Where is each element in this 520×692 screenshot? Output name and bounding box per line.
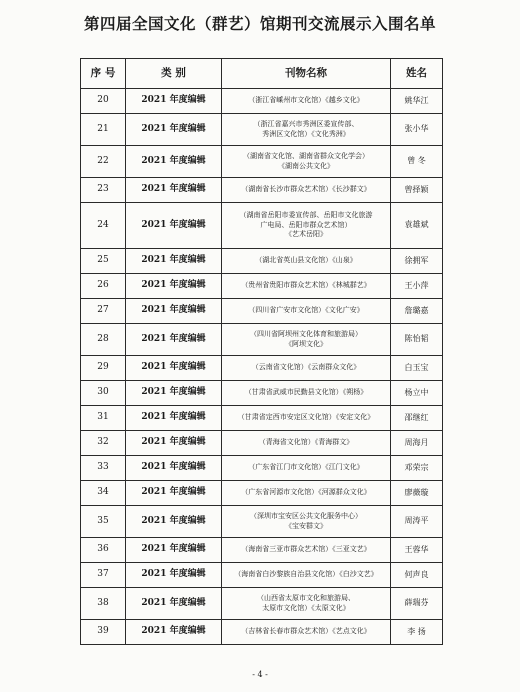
table-row: [81, 89, 443, 114]
publication-line: 太原市文化馆）《太原文化》: [262, 603, 350, 612]
row-number: 25: [81, 249, 126, 274]
row-category: 2021 年度编辑: [126, 178, 222, 203]
publication-line: （浙江省嵊州市文化馆）《越乡文化》: [248, 96, 364, 105]
table-row: [81, 406, 443, 431]
header-publication: 刊物名称: [222, 59, 391, 89]
row-publication: [222, 178, 391, 203]
table-header-row: [81, 59, 443, 89]
row-category: 2021 年度编辑: [126, 356, 222, 381]
row-number: 27: [81, 299, 126, 324]
row-number: 36: [81, 538, 126, 563]
shortlist-table: [80, 58, 443, 645]
row-category: 2021 年度编辑: [126, 406, 222, 431]
table-row: [81, 299, 443, 324]
row-publication: [222, 249, 391, 274]
row-editor-name: 曾 冬: [391, 146, 443, 178]
row-publication: [222, 506, 391, 538]
row-publication: [222, 563, 391, 588]
publication-line: （四川省阿坝州文化体育和旅游局）: [250, 330, 362, 339]
row-category: 2021 年度编辑: [126, 563, 222, 588]
row-editor-name: 邓荣宗: [391, 456, 443, 481]
publication-line: （甘肃省定西市安定区文化馆）《安定文化》: [237, 413, 375, 422]
row-number: 29: [81, 356, 126, 381]
row-publication: [222, 456, 391, 481]
row-publication: [222, 114, 391, 146]
header-number: 序 号: [81, 59, 126, 89]
row-category: 2021 年度编辑: [126, 381, 222, 406]
publication-line: （湖南省岳阳市委宣传部、岳阳市文化旅游: [239, 211, 373, 220]
publication-line: 秀洲区文化馆）《文化秀洲》: [262, 129, 350, 138]
row-editor-name: 曾择颖: [391, 178, 443, 203]
publication-line: 《艺术岳阳》: [285, 230, 327, 239]
row-number: 31: [81, 406, 126, 431]
row-editor-name: 王小萍: [391, 274, 443, 299]
publication-line: （深圳市宝安区公共文化服务中心）: [250, 512, 362, 521]
row-category: 2021 年度编辑: [126, 146, 222, 178]
row-publication: [222, 431, 391, 456]
row-number: 28: [81, 324, 126, 356]
table-row: [81, 249, 443, 274]
row-editor-name: 廖薇璇: [391, 481, 443, 506]
table-row: [81, 146, 443, 178]
row-category: 2021 年度编辑: [126, 588, 222, 620]
table-row: [81, 456, 443, 481]
publication-line: （广东省江门市文化馆）《江门文化》: [248, 463, 364, 472]
table-row: [81, 620, 443, 645]
table-body: [81, 89, 443, 645]
row-number: 23: [81, 178, 126, 203]
publication-line: （湖北省英山县文化馆）《山泉》: [255, 256, 357, 265]
row-publication: [222, 620, 391, 645]
row-publication: [222, 89, 391, 114]
row-editor-name: 姚华江: [391, 89, 443, 114]
publication-line: （广东省河源市文化馆）《河源群众文化》: [241, 488, 371, 497]
row-editor-name: 王蓉华: [391, 538, 443, 563]
row-publication: [222, 274, 391, 299]
row-number: 39: [81, 620, 126, 645]
row-publication: [222, 146, 391, 178]
row-editor-name: 徐拥军: [391, 249, 443, 274]
table-row: [81, 563, 443, 588]
row-category: 2021 年度编辑: [126, 203, 222, 249]
header-name: 姓名: [391, 59, 443, 89]
row-number: 24: [81, 203, 126, 249]
row-editor-name: 何声良: [391, 563, 443, 588]
row-editor-name: 詹璐嘉: [391, 299, 443, 324]
row-category: 2021 年度编辑: [126, 431, 222, 456]
publication-line: （湖南省长沙市群众艺术馆）《长沙群文》: [241, 185, 371, 194]
row-number: 37: [81, 563, 126, 588]
header-category: 类 别: [126, 59, 222, 89]
table-row: [81, 114, 443, 146]
row-publication: [222, 381, 391, 406]
row-editor-name: 杨立中: [391, 381, 443, 406]
row-category: 2021 年度编辑: [126, 249, 222, 274]
publication-line: （青海省文化馆）《青海群文》: [258, 438, 354, 447]
publication-line: （海南省三亚市群众艺术馆）《三亚文艺》: [241, 545, 371, 554]
row-publication: [222, 324, 391, 356]
publication-line: （吉林省长春市群众艺术馆）《艺点文化》: [241, 627, 371, 636]
row-category: 2021 年度编辑: [126, 620, 222, 645]
row-category: 2021 年度编辑: [126, 456, 222, 481]
row-number: 33: [81, 456, 126, 481]
row-number: 20: [81, 89, 126, 114]
table-row: [81, 178, 443, 203]
publication-line: （浙江省嘉兴市秀洲区委宣传部、: [253, 120, 359, 129]
row-publication: [222, 203, 391, 249]
table-row: [81, 538, 443, 563]
row-category: 2021 年度编辑: [126, 538, 222, 563]
row-category: 2021 年度编辑: [126, 89, 222, 114]
row-editor-name: 周海月: [391, 431, 443, 456]
row-publication: [222, 588, 391, 620]
row-number: 32: [81, 431, 126, 456]
row-editor-name: 白玉宝: [391, 356, 443, 381]
publication-line: （海南省白沙黎族自治县文化馆）《白沙文艺》: [234, 570, 378, 579]
row-editor-name: 邵继红: [391, 406, 443, 431]
table-row: [81, 506, 443, 538]
row-publication: [222, 538, 391, 563]
row-editor-name: 袁雄斌: [391, 203, 443, 249]
table-row: [81, 588, 443, 620]
page-title: 第四届全国文化（群艺）馆期刊交流展示入围名单: [83, 14, 436, 33]
row-publication: [222, 356, 391, 381]
table-row: [81, 203, 443, 249]
publication-line: （湖南省文化馆、湖南省群众文化学会）: [243, 152, 369, 161]
publication-line: 《湖南公共文化》: [278, 161, 334, 170]
publication-line: （四川省广安市文化馆）《文化广安》: [248, 306, 364, 315]
row-category: 2021 年度编辑: [126, 481, 222, 506]
row-editor-name: 张小华: [391, 114, 443, 146]
row-number: 26: [81, 274, 126, 299]
table-row: [81, 274, 443, 299]
row-category: 2021 年度编辑: [126, 274, 222, 299]
table-row: [81, 431, 443, 456]
row-category: 2021 年度编辑: [126, 299, 222, 324]
row-number: 34: [81, 481, 126, 506]
publication-line: （山西省太原市文化和旅游局、: [257, 594, 355, 603]
row-editor-name: 薛瑞芬: [391, 588, 443, 620]
row-number: 30: [81, 381, 126, 406]
row-editor-name: 周涛平: [391, 506, 443, 538]
row-editor-name: 李 扬: [391, 620, 443, 645]
table-row: [81, 381, 443, 406]
table-row: [81, 324, 443, 356]
publication-line: （贵州省贵阳市群众艺术馆）《林城群艺》: [241, 281, 371, 290]
row-category: 2021 年度编辑: [126, 506, 222, 538]
table-row: [81, 356, 443, 381]
row-publication: [222, 481, 391, 506]
page-number: - 4 -: [252, 670, 268, 679]
publication-line: 《宝安群文》: [285, 521, 327, 530]
row-editor-name: 陈怡韬: [391, 324, 443, 356]
row-number: 21: [81, 114, 126, 146]
publication-line: （甘肃省武威市民勤县文化馆）《朔杨》: [244, 388, 368, 397]
publication-line: 《阿坝文化》: [285, 339, 327, 348]
publication-line: （云南省文化馆）《云南群众文化》: [251, 363, 361, 372]
row-number: 22: [81, 146, 126, 178]
row-publication: [222, 406, 391, 431]
row-category: 2021 年度编辑: [126, 114, 222, 146]
row-number: 38: [81, 588, 126, 620]
publication-line: 广电局、岳阳市群众艺术馆）: [260, 220, 352, 229]
row-category: 2021 年度编辑: [126, 324, 222, 356]
table-row: [81, 481, 443, 506]
row-publication: [222, 299, 391, 324]
row-number: 35: [81, 506, 126, 538]
